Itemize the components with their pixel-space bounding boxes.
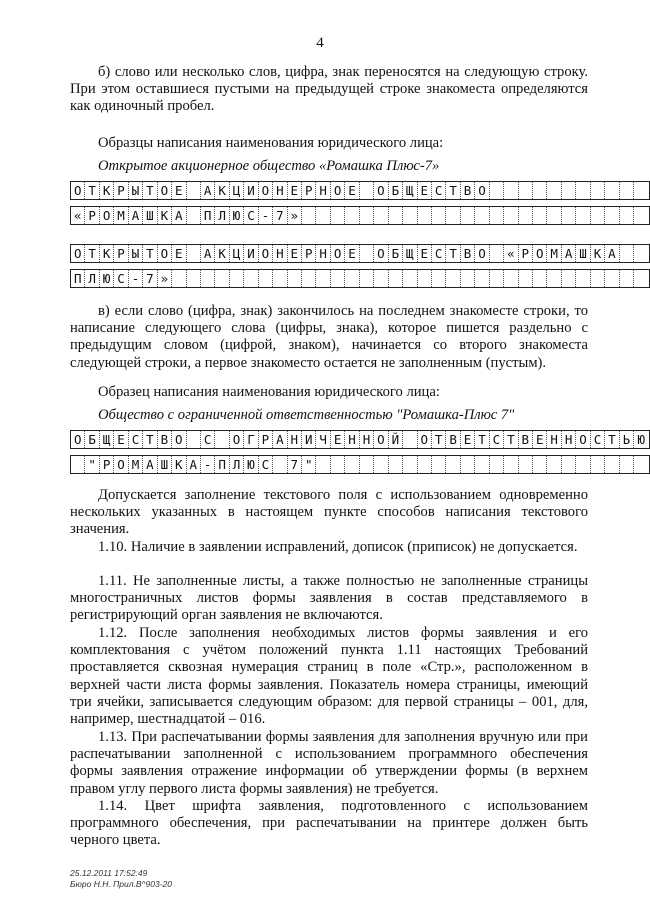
char-cell: И: [244, 182, 258, 199]
char-cell: Ц: [230, 182, 244, 199]
char-cell: С: [114, 270, 128, 287]
char-cell: О: [158, 245, 172, 262]
char-cell: Щ: [403, 182, 417, 199]
char-cell: В: [446, 431, 460, 448]
char-cell: А: [273, 431, 287, 448]
char-cell: [432, 270, 446, 287]
char-cell: О: [374, 431, 388, 448]
char-cell: [576, 207, 590, 224]
char-cell: [461, 456, 475, 473]
sample-heading-1: Образцы написания наименования юридического лица:: [98, 135, 444, 151]
char-cell: Н: [316, 182, 330, 199]
paragraph-allowed: Допускается заполнение текстового поля с использованием одновременно нескольких указанных в настоящем пункте способов написания текстового значения.: [70, 487, 588, 538]
char-cell: [576, 456, 590, 473]
char-cell: О: [71, 245, 85, 262]
char-cell: [461, 207, 475, 224]
char-cell: [259, 270, 273, 287]
char-cell: К: [215, 245, 229, 262]
char-cell: »: [158, 270, 172, 287]
char-cell: А: [562, 245, 576, 262]
char-cell: [403, 270, 417, 287]
char-cell: [591, 182, 605, 199]
char-cell: О: [172, 431, 186, 448]
char-cell: [360, 456, 374, 473]
char-cell: А: [187, 456, 201, 473]
char-cell: Ш: [576, 245, 590, 262]
char-cell: [634, 456, 648, 473]
char-cell: [605, 207, 619, 224]
char-cell: [418, 270, 432, 287]
char-cell: П: [201, 207, 215, 224]
char-cell: [316, 270, 330, 287]
char-cell: С: [432, 182, 446, 199]
sample-heading-2: Образец написания наименования юридического лица:: [98, 384, 440, 400]
char-cell: [273, 270, 287, 287]
char-cell: Н: [288, 431, 302, 448]
paragraph-b: б) слово или несколько слов, цифра, знак переносятся на следующую строку. При этом оставшиеся пустыми на предыдущей строке знакоместа определяются как одиночный пробел.: [70, 64, 588, 115]
char-cell: А: [129, 207, 143, 224]
char-cell: Т: [143, 245, 157, 262]
char-cell: Е: [114, 431, 128, 448]
char-cell: О: [418, 431, 432, 448]
char-cell: Ю: [230, 207, 244, 224]
char-cell: [533, 182, 547, 199]
char-cell: [345, 207, 359, 224]
char-cell: К: [100, 245, 114, 262]
char-cell: Е: [533, 431, 547, 448]
char-cell: Р: [519, 245, 533, 262]
char-cell: [620, 245, 634, 262]
char-cell: [591, 207, 605, 224]
char-cell: [475, 270, 489, 287]
char-cell: [620, 270, 634, 287]
paragraph-1-10: 1.10. Наличие в заявлении исправлений, дописок (приписок) не допускается.: [98, 539, 578, 555]
char-cell: Р: [85, 207, 99, 224]
char-cell: [562, 270, 576, 287]
char-cell: Ь: [620, 431, 634, 448]
char-cell: [533, 456, 547, 473]
char-cell: [490, 245, 504, 262]
char-grid-row: [70, 244, 650, 263]
char-cell: [187, 245, 201, 262]
char-cell: ": [302, 456, 316, 473]
char-cell: [547, 456, 561, 473]
char-grid-row: [70, 269, 650, 288]
char-cell: Ч: [316, 431, 330, 448]
char-cell: Р: [100, 456, 114, 473]
char-grid-row: [70, 430, 650, 449]
char-cell: П: [71, 270, 85, 287]
char-cell: К: [158, 207, 172, 224]
char-cell: [475, 207, 489, 224]
page-number: 4: [316, 35, 324, 51]
char-cell: Н: [316, 245, 330, 262]
char-cell: [490, 456, 504, 473]
char-cell: О: [475, 182, 489, 199]
char-cell: [432, 456, 446, 473]
char-cell: Р: [302, 245, 316, 262]
char-cell: К: [100, 182, 114, 199]
char-cell: В: [519, 431, 533, 448]
char-cell: [345, 456, 359, 473]
char-cell: А: [143, 456, 157, 473]
char-cell: [389, 270, 403, 287]
char-cell: Ш: [158, 456, 172, 473]
char-cell: Т: [504, 431, 518, 448]
char-cell: [360, 207, 374, 224]
char-cell: Е: [172, 245, 186, 262]
char-cell: [215, 431, 229, 448]
char-cell: [605, 270, 619, 287]
char-cell: Н: [360, 431, 374, 448]
char-cell: Р: [302, 182, 316, 199]
char-cell: Е: [345, 245, 359, 262]
char-cell: Ы: [129, 182, 143, 199]
char-cell: [562, 207, 576, 224]
char-cell: О: [100, 207, 114, 224]
char-cell: [374, 270, 388, 287]
char-cell: [418, 456, 432, 473]
char-cell: С: [244, 207, 258, 224]
char-cell: Е: [288, 182, 302, 199]
sample-name-1: Открытое акционерное общество «Ромашка Плюс-7»: [98, 158, 440, 174]
char-cell: О: [259, 182, 273, 199]
char-cell: [403, 207, 417, 224]
char-cell: [389, 207, 403, 224]
char-cell: [446, 270, 460, 287]
char-cell: [562, 182, 576, 199]
char-cell: О: [533, 245, 547, 262]
char-cell: [187, 270, 201, 287]
char-grid-row: [70, 455, 650, 474]
sample-name-2: Общество с ограниченной ответственностью "Ромашка-Плюс 7": [98, 407, 515, 423]
char-cell: 7: [143, 270, 157, 287]
char-cell: [490, 270, 504, 287]
paragraph-1-14: 1.14. Цвет шрифта заявления, подготовленного с использованием программного обеспечения, при распечатывании на принтере должен быть черного цвета.: [70, 798, 588, 849]
char-cell: [519, 207, 533, 224]
char-cell: Б: [85, 431, 99, 448]
char-cell: Т: [143, 431, 157, 448]
char-cell: [490, 207, 504, 224]
char-cell: [374, 456, 388, 473]
char-cell: [389, 456, 403, 473]
char-cell: Ю: [244, 456, 258, 473]
char-cell: [71, 456, 85, 473]
footer-timestamp: 25.12.2011 17:52:49: [70, 868, 148, 878]
char-cell: [519, 270, 533, 287]
char-cell: О: [71, 431, 85, 448]
char-cell: Б: [389, 245, 403, 262]
char-cell: О: [259, 245, 273, 262]
char-cell: Р: [114, 182, 128, 199]
char-cell: О: [374, 245, 388, 262]
char-cell: Ю: [637, 432, 646, 447]
char-cell: [591, 270, 605, 287]
char-cell: [605, 182, 619, 199]
char-cell: -: [259, 207, 273, 224]
char-cell: [634, 270, 648, 287]
char-cell: [331, 207, 345, 224]
char-cell: [316, 456, 330, 473]
char-cell: А: [201, 245, 215, 262]
char-cell: П: [215, 456, 229, 473]
char-cell: [446, 207, 460, 224]
char-grid-row: [70, 206, 650, 225]
char-cell: И: [302, 431, 316, 448]
paragraph-1-12: 1.12. После заполнения необходимых листов формы заявления и его комплектования с учётом положений пункта 1.11 настоящих Требований проставляется сквозная нумерация страниц в поле «Стр.», расположенном в верхней части листа формы заявления. Показатель номера страницы, имеющий три ячейки, записывается следующим образом: для первой страницы – 001, для, например, шестнадцатой – 016.: [70, 625, 588, 728]
char-cell: [504, 270, 518, 287]
char-cell: -: [201, 456, 215, 473]
char-cell: В: [461, 245, 475, 262]
char-cell: Т: [446, 182, 460, 199]
char-cell: Р: [259, 431, 273, 448]
char-cell: Й: [389, 431, 403, 448]
char-cell: [620, 182, 634, 199]
char-cell: 7: [288, 456, 302, 473]
char-cell: [331, 456, 345, 473]
char-cell: [576, 270, 590, 287]
char-cell: -: [129, 270, 143, 287]
char-cell: [620, 207, 634, 224]
char-cell: Л: [230, 456, 244, 473]
char-cell: С: [591, 431, 605, 448]
char-cell: О: [331, 182, 345, 199]
char-cell: [634, 182, 648, 199]
char-cell: [403, 456, 417, 473]
char-cell: Н: [273, 182, 287, 199]
char-cell: К: [172, 456, 186, 473]
char-cell: Е: [418, 182, 432, 199]
char-cell: [533, 207, 547, 224]
char-cell: Ш: [143, 207, 157, 224]
char-cell: Н: [273, 245, 287, 262]
char-cell: И: [244, 245, 258, 262]
char-cell: Е: [345, 182, 359, 199]
char-cell: О: [158, 182, 172, 199]
char-cell: А: [172, 207, 186, 224]
char-cell: Т: [605, 431, 619, 448]
char-cell: Л: [85, 270, 99, 287]
char-cell: Е: [461, 431, 475, 448]
char-cell: Т: [475, 431, 489, 448]
char-cell: Н: [547, 431, 561, 448]
char-cell: [504, 456, 518, 473]
footer-reference: Бюро Н.Н. Прил.В^903-20: [70, 879, 172, 889]
char-cell: [432, 207, 446, 224]
char-cell: «: [504, 245, 518, 262]
char-cell: Р: [114, 245, 128, 262]
char-cell: С: [259, 456, 273, 473]
char-cell: [490, 182, 504, 199]
char-cell: Ц: [230, 245, 244, 262]
char-cell: [360, 245, 374, 262]
char-cell: [302, 270, 316, 287]
char-cell: О: [374, 182, 388, 199]
char-cell: [547, 207, 561, 224]
char-cell: [446, 456, 460, 473]
char-cell: [244, 270, 258, 287]
char-cell: [288, 270, 302, 287]
char-cell: Г: [244, 431, 258, 448]
char-cell: А: [201, 182, 215, 199]
char-cell: 7: [273, 207, 287, 224]
char-cell: О: [230, 431, 244, 448]
char-cell: [634, 245, 648, 262]
char-cell: [461, 270, 475, 287]
char-cell: ": [85, 456, 99, 473]
char-cell: [547, 270, 561, 287]
char-cell: С: [432, 245, 446, 262]
char-cell: [475, 456, 489, 473]
char-cell: Н: [562, 431, 576, 448]
char-cell: [230, 270, 244, 287]
char-cell: К: [215, 182, 229, 199]
char-cell: [360, 182, 374, 199]
char-cell: [187, 207, 201, 224]
char-cell: О: [331, 245, 345, 262]
char-cell: [187, 431, 201, 448]
char-cell: [591, 456, 605, 473]
char-cell: С: [129, 431, 143, 448]
char-cell: [302, 207, 316, 224]
char-cell: [172, 270, 186, 287]
char-cell: Е: [172, 182, 186, 199]
paragraph-1-11: 1.11. Не заполненные листы, а также полностью не заполненные страницы многостраничных листов формы заявления в состав представляемого в регистрирующий орган заявления не включаются.: [70, 573, 588, 624]
char-cell: Ы: [129, 245, 143, 262]
paragraph-v: в) если слово (цифра, знак) закончилось на последнем знакоместе строки, то написание следующего слова (цифры, знака), которое пишется раздельно с предыдущим словом (цифрой, знаком), начинается со второго знакоместа следующей строки, а первое знакоместо остается не заполненным (пустым).: [70, 303, 588, 371]
paragraph-1-13: 1.13. При распечатывании формы заявления для заполнения вручную или при распечатывании заполненной с использованием программного обеспечения формы заявления отражение информации об утверждении формы (в верхнем правом углу первого листа формы заявления) не требуется.: [70, 729, 588, 797]
char-grid-row: [70, 181, 650, 200]
char-cell: Л: [215, 207, 229, 224]
char-cell: Н: [345, 431, 359, 448]
char-cell: А: [605, 245, 619, 262]
char-cell: [215, 270, 229, 287]
char-cell: О: [71, 182, 85, 199]
char-cell: »: [288, 207, 302, 224]
char-cell: М: [129, 456, 143, 473]
char-cell: [403, 431, 417, 448]
char-cell: С: [201, 431, 215, 448]
char-cell: Е: [288, 245, 302, 262]
char-cell: [504, 182, 518, 199]
char-cell: С: [490, 431, 504, 448]
char-cell: Щ: [403, 245, 417, 262]
char-cell: М: [547, 245, 561, 262]
char-cell: [201, 270, 215, 287]
char-cell: [345, 270, 359, 287]
char-cell: [519, 456, 533, 473]
char-cell: О: [475, 245, 489, 262]
char-cell: [562, 456, 576, 473]
char-cell: [187, 182, 201, 199]
char-cell: [504, 207, 518, 224]
char-cell: [331, 270, 345, 287]
char-cell: [634, 207, 648, 224]
char-cell: «: [71, 207, 85, 224]
char-cell: Е: [418, 245, 432, 262]
char-cell: [605, 456, 619, 473]
char-cell: Т: [143, 182, 157, 199]
char-cell: К: [591, 245, 605, 262]
char-cell: Ю: [100, 270, 114, 287]
char-cell: Б: [389, 182, 403, 199]
char-cell: М: [114, 207, 128, 224]
char-cell: [533, 270, 547, 287]
char-cell: [316, 207, 330, 224]
char-cell: Т: [85, 245, 99, 262]
char-cell: [519, 182, 533, 199]
char-cell: О: [114, 456, 128, 473]
char-cell: В: [461, 182, 475, 199]
char-cell: [576, 182, 590, 199]
char-cell: [374, 207, 388, 224]
char-cell: В: [158, 431, 172, 448]
char-cell: Т: [85, 182, 99, 199]
char-cell: Е: [331, 431, 345, 448]
char-cell: О: [576, 431, 590, 448]
char-cell: Щ: [100, 431, 114, 448]
char-cell: [620, 456, 634, 473]
char-cell: Т: [446, 245, 460, 262]
char-cell: [360, 270, 374, 287]
char-cell: [547, 182, 561, 199]
char-cell: [418, 207, 432, 224]
char-cell: Т: [432, 431, 446, 448]
char-cell: [273, 456, 287, 473]
